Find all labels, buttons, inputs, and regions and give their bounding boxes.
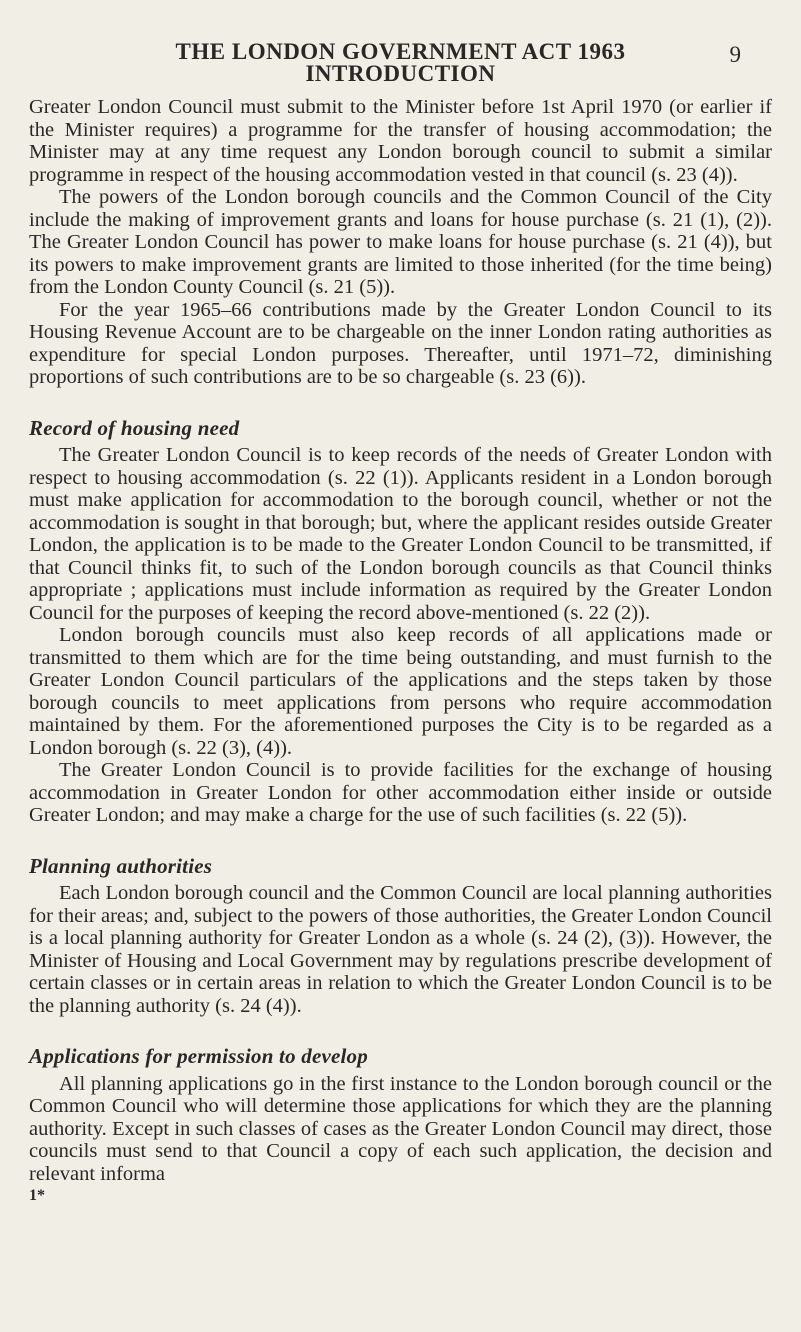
paragraph: The Greater London Council is to keep records of the needs of Greater London with respect to housing accommodation (s. 22 (1)). Applicants resident in a London borough must make application for accommodation to the borough council, whether or not the accommodation is sought in that borough; but, where the applicant resides outside Greater London, the application is to be made to the Greater London Council to be transmitted, if that Council thinks fit, to such of the London borough councils as that Council thinks appropriate ; applications must include information as required by the Greater London Council for the purposes of keeping the record above-mentioned (s. 22 (2)). <box>29 444 772 624</box>
paragraph: London borough councils must also keep records of all applications made or transmitted to them which are for the time being outstanding, and must furnish to the Greater London Council particulars of the applications and the steps taken by those borough councils to meet applications from persons who require accommodation maintained by them. For the aforementioned purposes the City is to be regarded as a London borough (s. 22 (3), (4)). <box>29 624 772 759</box>
paragraph: The powers of the London borough councils and the Common Council of the City include the making of improvement grants and loans for house purchase (s. 21 (1), (2)). The Greater London Council has power to make loans for house purchase (s. 21 (4)), but its powers to make improvement grants are limited to those inherited (for the time being) from the London County Council (s. 21 (5)). <box>29 186 772 298</box>
signature-mark: 1* <box>29 1187 45 1204</box>
body-text <box>29 96 772 1208</box>
paragraph: Each London borough council and the Common Council are local planning authorities for their areas; and, subject to the powers of those authorities, the Greater London Council is a local planning authority for Greater London as a whole (s. 24 (2), (3)). However, the Minister of Housing and Local Government may by regulations prescribe development of certain classes or in certain areas in relation to which the Greater London Council is to be the planning authority (s. 24 (4)). <box>29 882 772 1017</box>
paragraph: For the year 1965–66 contributions made by the Greater London Council to its Housing Revenue Account are to be chargeable on the inner London rating authorities as expenditure for special London purposes. Thereafter, until 1971–72, diminishing proportions of such contributions are to be so chargeable (s. 23 (6)). <box>29 298 772 388</box>
paragraph: All planning applications go in the first instance to the London borough council or the Common Council who will determine those applications for which they are the planning authority. Except in such classes of cases as the Greater London Council may direct, those councils must send to that Council a copy of each such application, the decision and relevant informa <box>29 1072 772 1185</box>
section-heading: Applications for permission to develop <box>29 1044 368 1068</box>
paragraph: Greater London Council must submit to the Minister before 1st April 1970 (or earlier if the Minister requires) a programme for the transfer of housing accommodation; the Minister may at any time request any London borough council to submit a similar programme in respect of the housing accommodation vested in that council (s. 23 (4)). <box>29 96 772 186</box>
paragraph: The Greater London Council is to provide facilities for the exchange of housing accommodation in Greater London for other accommodation either inside or outside Greater London; and may make a charge for the use of such facilities (s. 22 (5)). <box>29 759 772 826</box>
section-heading: Record of housing need <box>29 415 240 440</box>
running-head <box>0 40 801 84</box>
section-label: INTRODUCTION <box>305 61 496 86</box>
page-number: 9 <box>729 42 741 67</box>
act-title: THE LONDON GOVERNMENT ACT 1963 <box>175 39 626 64</box>
section-heading: Planning authorities <box>29 853 213 878</box>
